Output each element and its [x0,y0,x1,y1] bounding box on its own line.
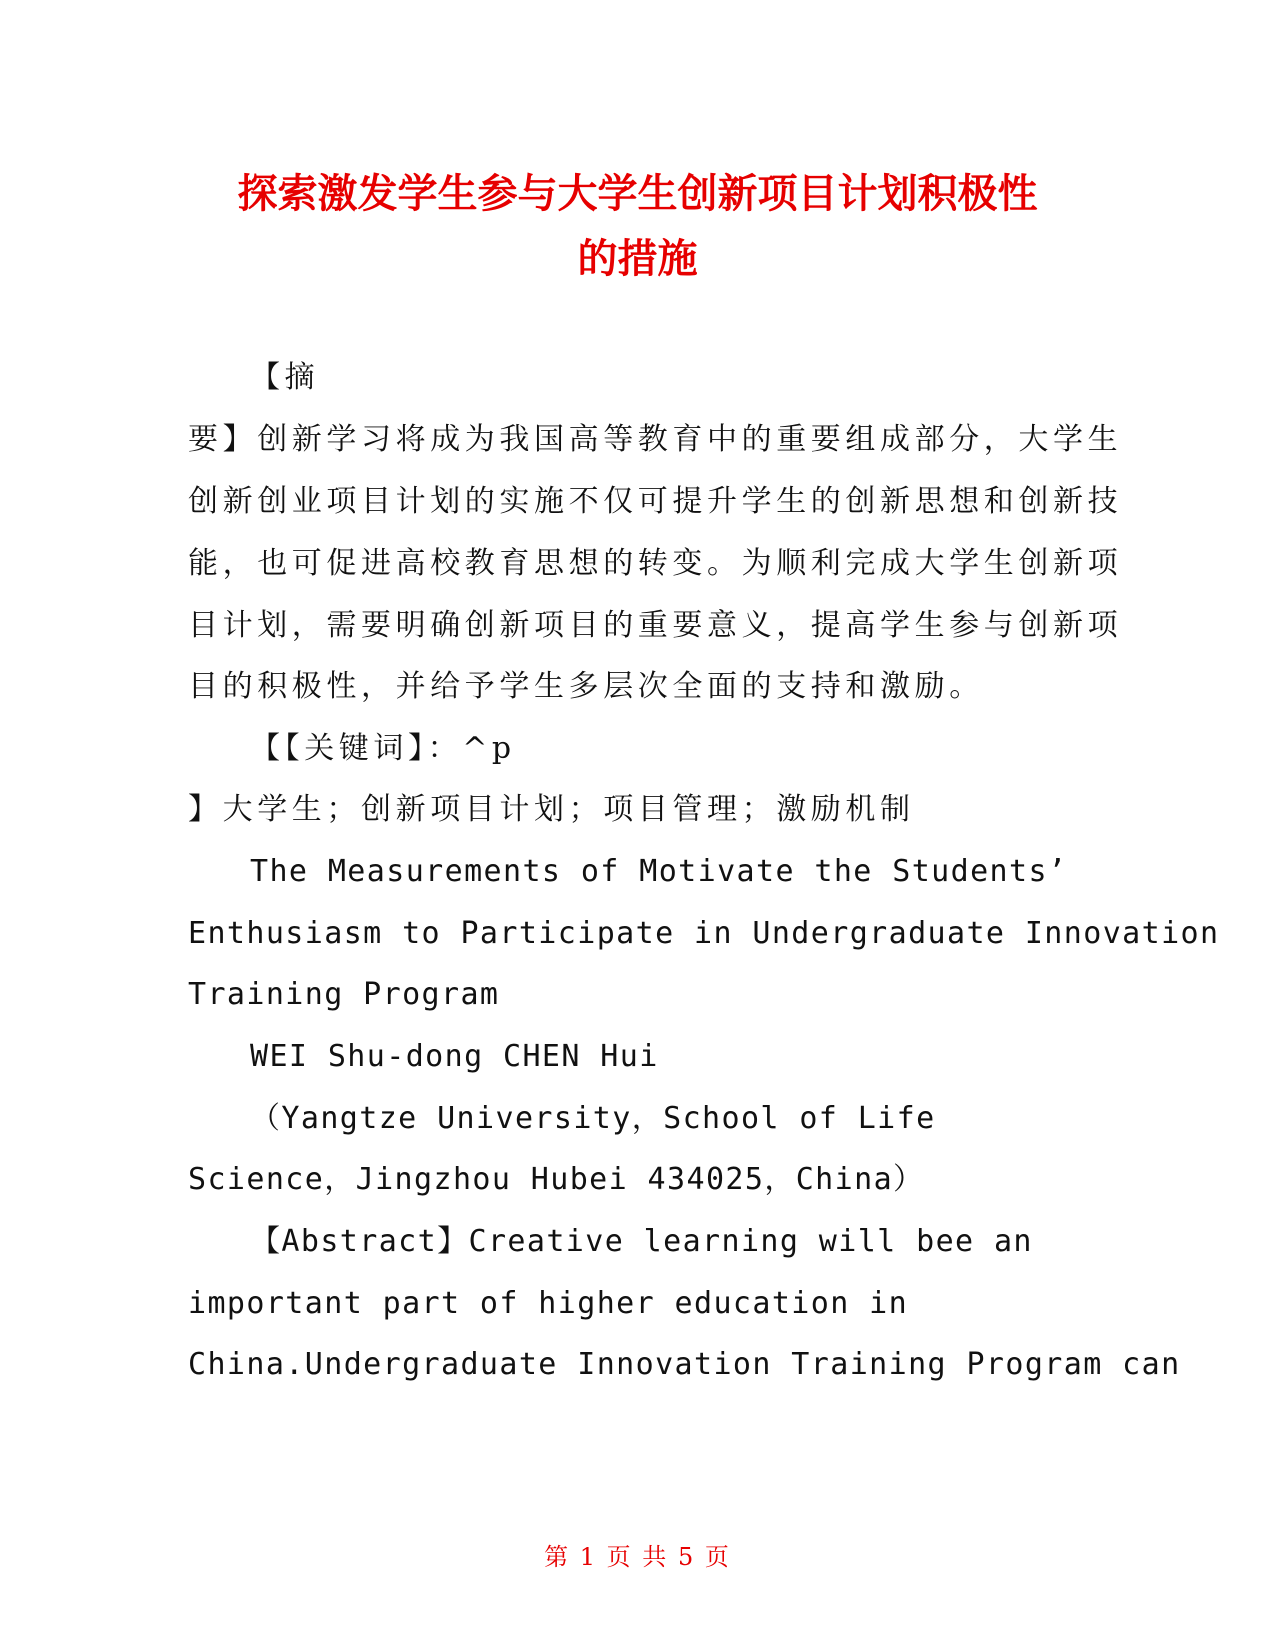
abstract-cn-line-3: 能，也可促进高校教育思想的转变。为顺利完成大学生创新项 [188,546,1123,581]
english-abstract-line-2: important part of higher education in [188,1286,909,1321]
affiliation-line-2: Science，Jingzhou Hubei 434025，China） [188,1162,925,1197]
abstract-cn-line-1: 要】创新学习将成为我国高等教育中的重要组成部分，大学生 [188,422,1123,457]
abstract-cn-line-5: 目的积极性，并给予学生多层次全面的支持和激励。 [188,669,984,704]
page-title-line-2: 的措施 [577,236,698,282]
page-number-footer: 第 1 页 共 5 页 [544,1543,731,1571]
abstract-label: 【摘 [250,360,320,395]
keywords-label: 【【关键词】：^p [250,731,516,766]
english-authors: WEI Shu-dong CHEN Hui [250,1039,659,1074]
english-title-line-3: Training Program [188,977,500,1012]
english-title-line-2: Enthusiasm to Participate in Undergraduate Innovation [188,916,1220,951]
keywords-cn-line: 】大学生；创新项目计划；项目管理；激励机制 [188,792,915,827]
english-abstract-line-1: 【Abstract】Creative learning will bee an [250,1224,1033,1259]
english-abstract-line-3: China.Undergraduate Innovation Training Program can [188,1347,1181,1382]
affiliation-line-1: （Yangtze University，School of Life [250,1101,936,1136]
page-title-line-1: 探索激发学生参与大学生创新项目计划积极性 [237,171,1038,217]
abstract-cn-line-2: 创新创业项目计划的实施不仅可提升学生的创新思想和创新技 [188,484,1123,519]
english-title-line-1: The Measurements of Motivate the Students’ [250,854,1068,889]
abstract-cn-line-4: 目计划，需要明确创新项目的重要意义，提高学生参与创新项 [188,608,1123,643]
